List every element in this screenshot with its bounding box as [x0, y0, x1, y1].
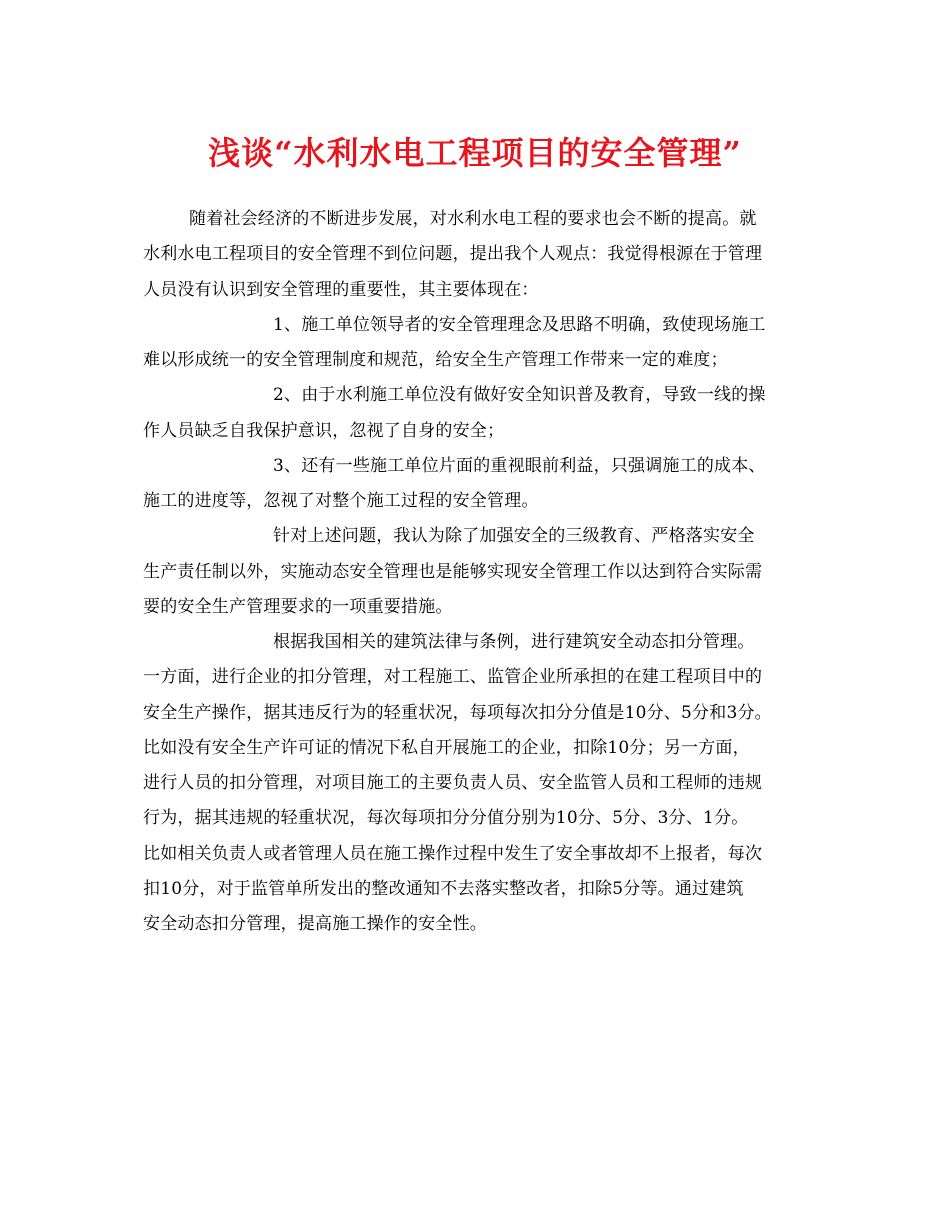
document-body — [143, 202, 818, 942]
paragraph-line: 生产责任制以外，实施动态安全管理也是能够实现安全管理工作以达到符合实际需 — [143, 561, 763, 582]
paragraph-line: 针对上述问题，我认为除了加强安全的三级教育、严格落实安全 — [273, 526, 755, 547]
list-item-line: 2、由于水利施工单位没有做好安全知识普及教育，导致一线的操 — [273, 385, 766, 406]
paragraph-line: 安全生产操作，据其违反行为的轻重状况，每项每次扣分分值是10分、5分和3分。 — [143, 702, 772, 723]
paragraph-line: 比如没有安全生产许可证的情况下私自开展施工的企业，扣除10分；另一方面， — [143, 737, 750, 758]
document-title: 浅谈“水利水电工程项目的安全管理” — [208, 134, 742, 172]
list-item-line: 3、还有一些施工单位片面的重视眼前利益，只强调施工的成本、 — [273, 455, 766, 476]
paragraph-line: 进行人员的扣分管理，对项目施工的主要负责人员、安全监管人员和工程师的违规 — [143, 773, 763, 793]
list-item-line: 作人员缺乏自我保护意识，忽视了自身的安全； — [143, 420, 505, 441]
list-item-line: 难以形成统一的安全管理制度和规范，给安全生产管理工作带来一定的难度； — [143, 350, 728, 370]
paragraph-line: 根据我国相关的建筑法律与条例，进行建筑安全动态扣分管理。 — [273, 632, 755, 652]
list-item-line: 施工的进度等，忽视了对整个施工过程的安全管理。 — [143, 491, 539, 511]
paragraph-line: 安全动态扣分管理，提高施工操作的安全性。 — [143, 914, 487, 934]
paragraph-line: 人员没有认识到安全管理的重要性，其主要体现在： — [143, 279, 539, 300]
paragraph-line: 要的安全生产管理要求的一项重要措施。 — [143, 596, 453, 617]
paragraph-line: 水利水电工程项目的安全管理不到位问题，提出我个人观点：我觉得根源在于管理 — [143, 244, 763, 265]
paragraph-line: 随着社会经济的不断进步发展，对水利水电工程的要求也会不断的提高。就 — [189, 209, 757, 229]
paragraph-line: 比如相关负责人或者管理人员在施工操作过程中发生了安全事故却不上报者，每次 — [143, 843, 763, 864]
paragraph-line: 一方面，进行企业的扣分管理，对工程施工、监管企业所承担的在建工程项目中的 — [143, 667, 763, 688]
paragraph-line: 行为，据其违规的轻重状况，每次每项扣分分值分别为10分、5分、3分、1分。 — [143, 808, 749, 829]
list-item-line: 1、施工单位领导者的安全管理理念及思路不明确，致使现场施工 — [273, 314, 766, 335]
paragraph-line: 扣10分，对于监管单所发出的整改通知不去落实整改者，扣除5分等。通过建筑 — [143, 878, 744, 899]
